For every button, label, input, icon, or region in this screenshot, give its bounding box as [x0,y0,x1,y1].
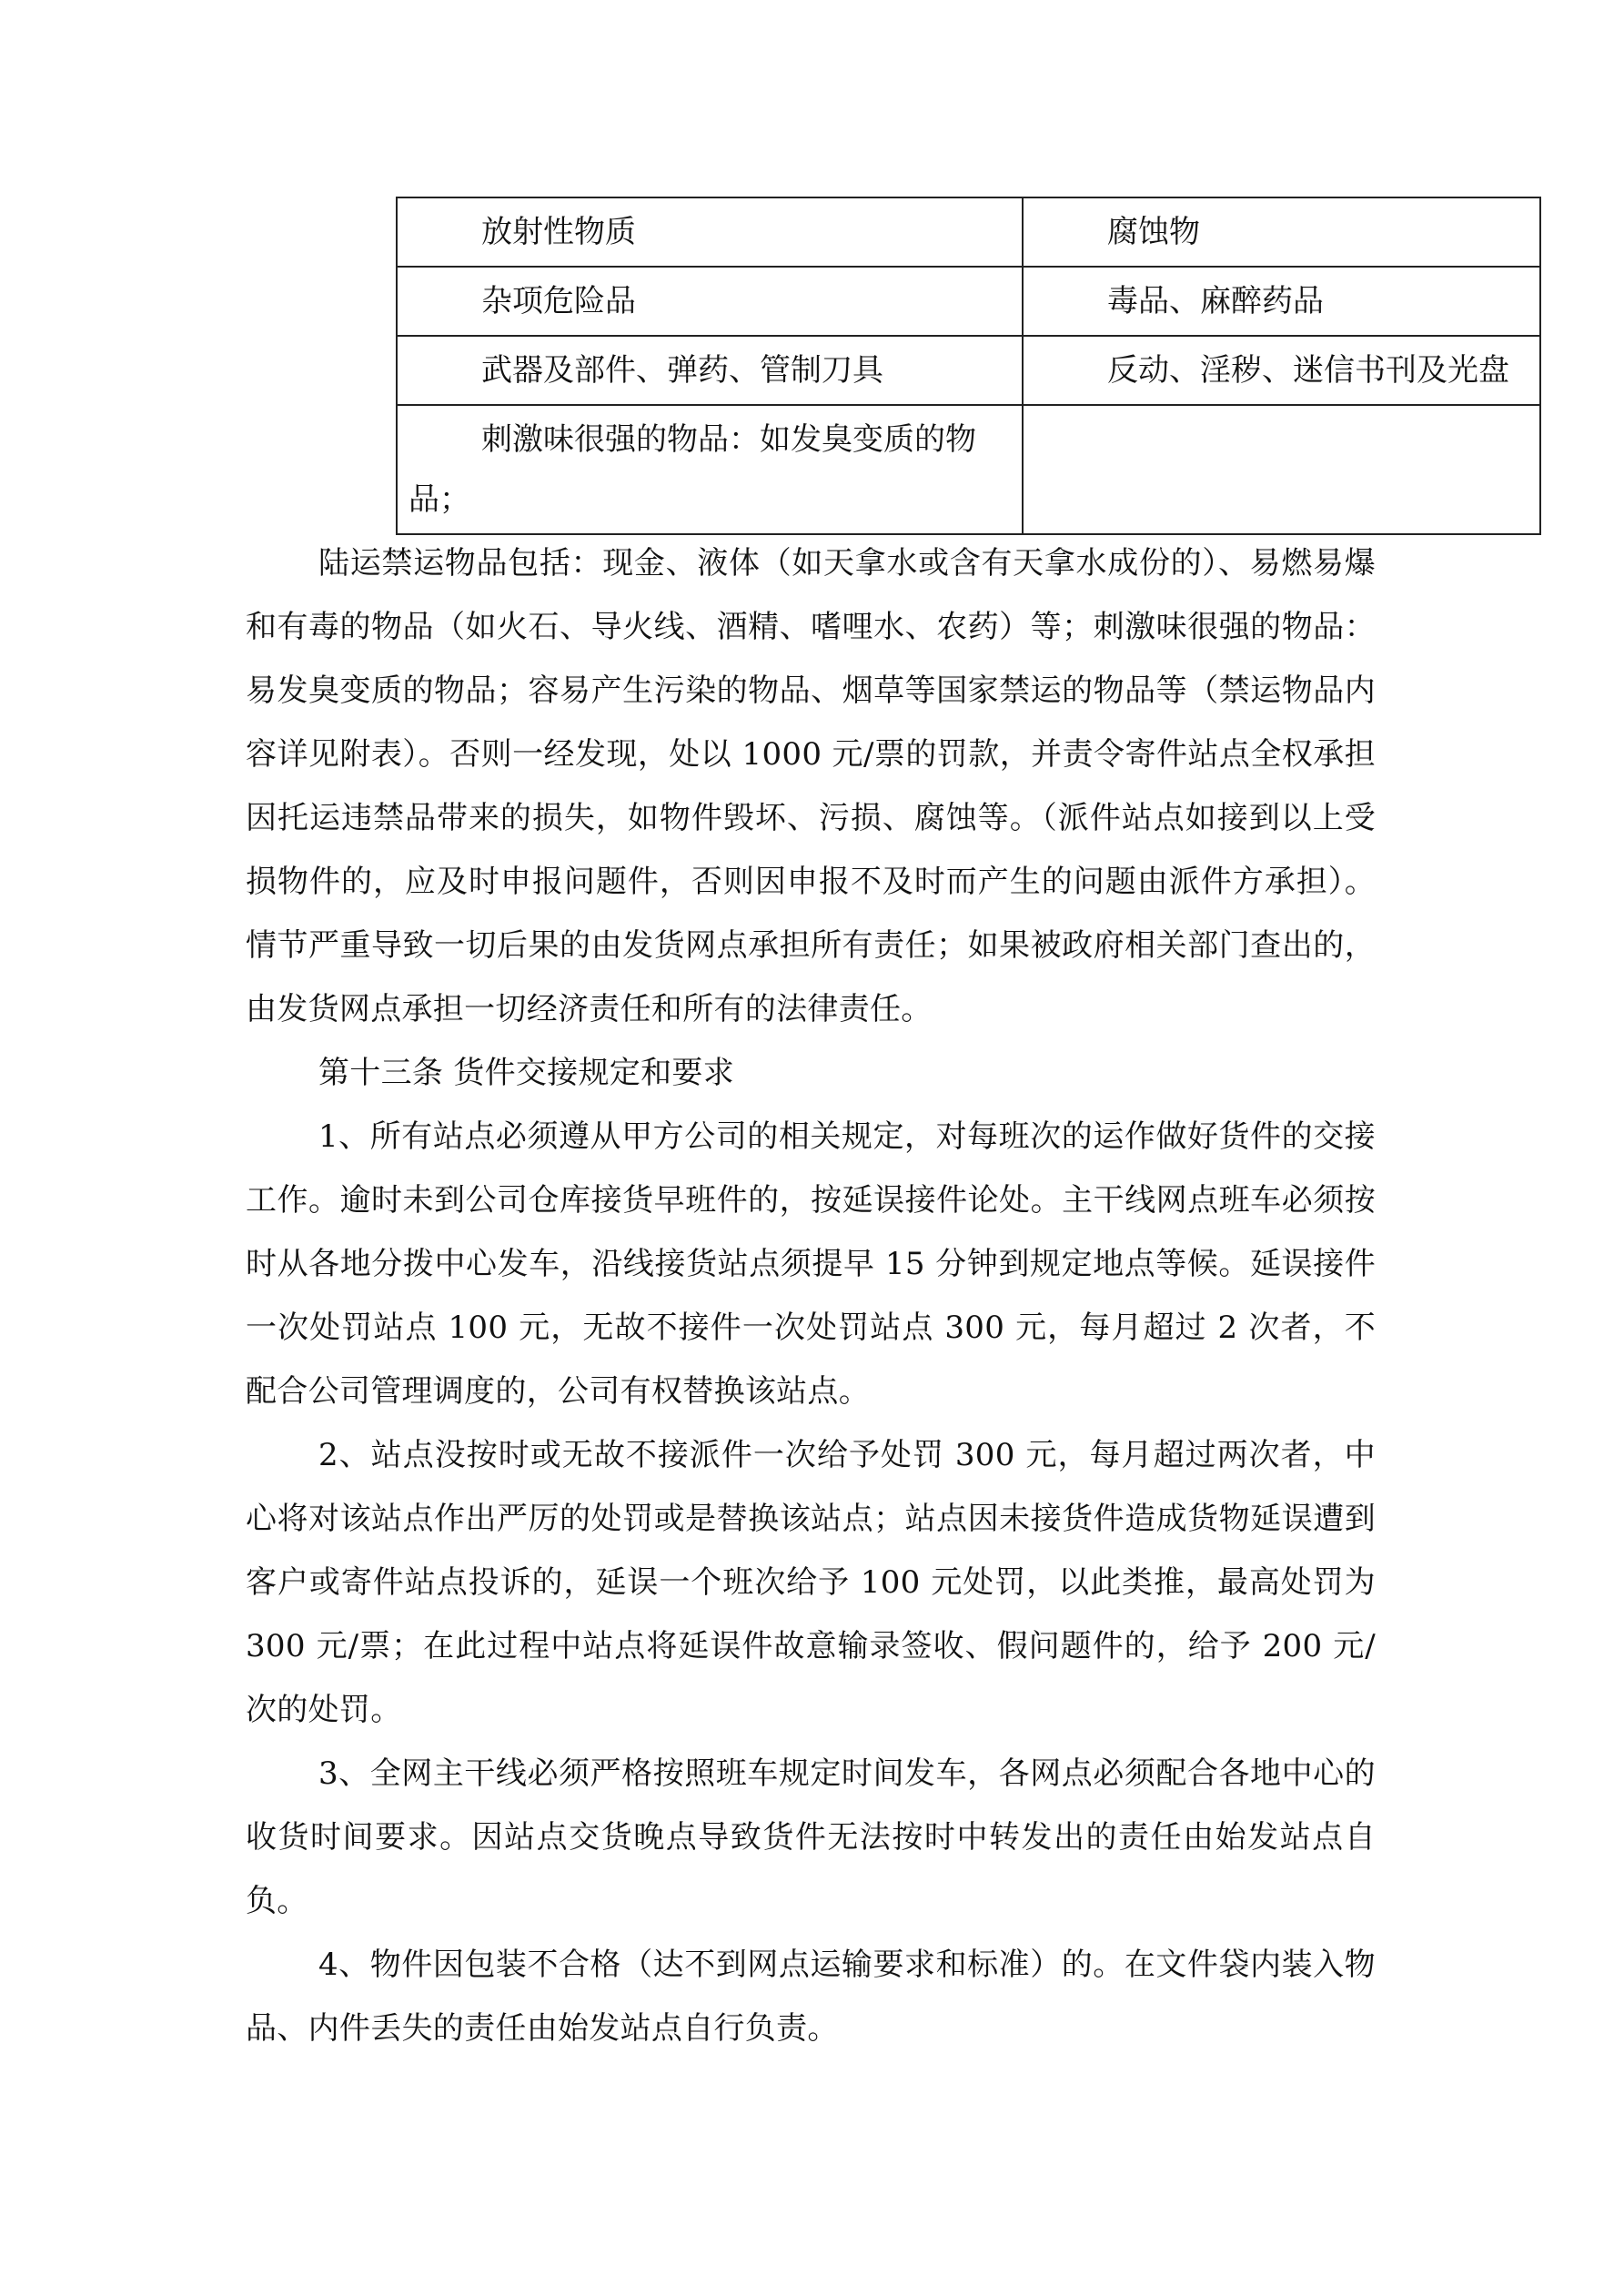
body-text [246,531,1376,2060]
paragraph-rule-2: 2、站点没按时或无故不接派件一次给予处罚 300 元，每月超过两次者，中心将对该站点作出严厉的处罚或是替换该站点；站点因未接货件造成货物延误遭到客户或寄件站点投诉的，延误一个班次给予 100 元处罚，以此类推，最高处罚为 300 元/票；在此过程中站点将延误件故意输录签收、假问题件的，给予 200 元/次的处罚。 [246,1437,1376,1728]
table-row [397,405,1540,534]
table-row [397,336,1540,405]
table-cell: 毒品、麻醉药品 [1023,267,1540,336]
table-cell [1023,405,1540,534]
table-cell: 反动、淫秽、迷信书刊及光盘 [1023,336,1540,405]
paragraph-land-transport-prohibited: 陆运禁运物品包括：现金、液体（如天拿水或含有天拿水成份的）、易燃易爆和有毒的物品（如火石、导火线、酒精、嗜哩水、农药）等；刺激味很强的物品：易发臭变质的物品；容易产生污染的物品、烟草等国家禁运的物品等（禁运物品内容详见附表）。否则一经发现，处以 1000 元/票的罚款，并责令寄件站点全权承担因托运违禁品带来的损失，如物件毁坏、污损、腐蚀等。（派件站点如接到以上受损物件的，应及时申报问题件，否则因申报不及时而产生的问题由派件方承担）。情节严重导致一切后果的由发货网点承担所有责任；如果被政府相关部门查出的，由发货网点承担一切经济责任和所有的法律责任。 [246,545,1376,1027]
prohibited-items-table [396,197,1541,535]
paragraph-rule-4: 4、物件因包装不合格（达不到网点运输要求和标准）的。在文件袋内装入物品、内件丢失的责任由始发站点自行负责。 [246,1947,1376,2047]
table-cell: 刺激味很强的物品：如发臭变质的物品； [397,405,1023,534]
table-cell: 放射性物质 [397,197,1023,267]
table-cell: 腐蚀物 [1023,197,1540,267]
section-heading-article-13: 第十三条 货件交接规定和要求 [318,1055,735,1091]
paragraph-rule-3: 3、全网主干线必须严格按照班车规定时间发车，各网点必须配合各地中心的收货时间要求。因站点交货晚点导致货件无法按时中转发出的责任由始发站点自负。 [246,1755,1376,1919]
table-row [397,267,1540,336]
table-row [397,197,1540,267]
paragraph-rule-1: 1、所有站点必须遵从甲方公司的相关规定，对每班次的运作做好货件的交接工作。逾时未到公司仓库接货早班件的，按延误接件论处。主干线网点班车必须按时从各地分拨中心发车，沿线接货站点须提早 15 分钟到规定地点等候。延误接件一次处罚站点 100 元，无故不接件一次处罚站点 300 元，每月超过 2 次者，不配合公司管理调度的，公司有权替换该站点。 [246,1118,1376,1410]
table-cell: 杂项危险品 [397,267,1023,336]
table-cell: 武器及部件、弹药、管制刀具 [397,336,1023,405]
